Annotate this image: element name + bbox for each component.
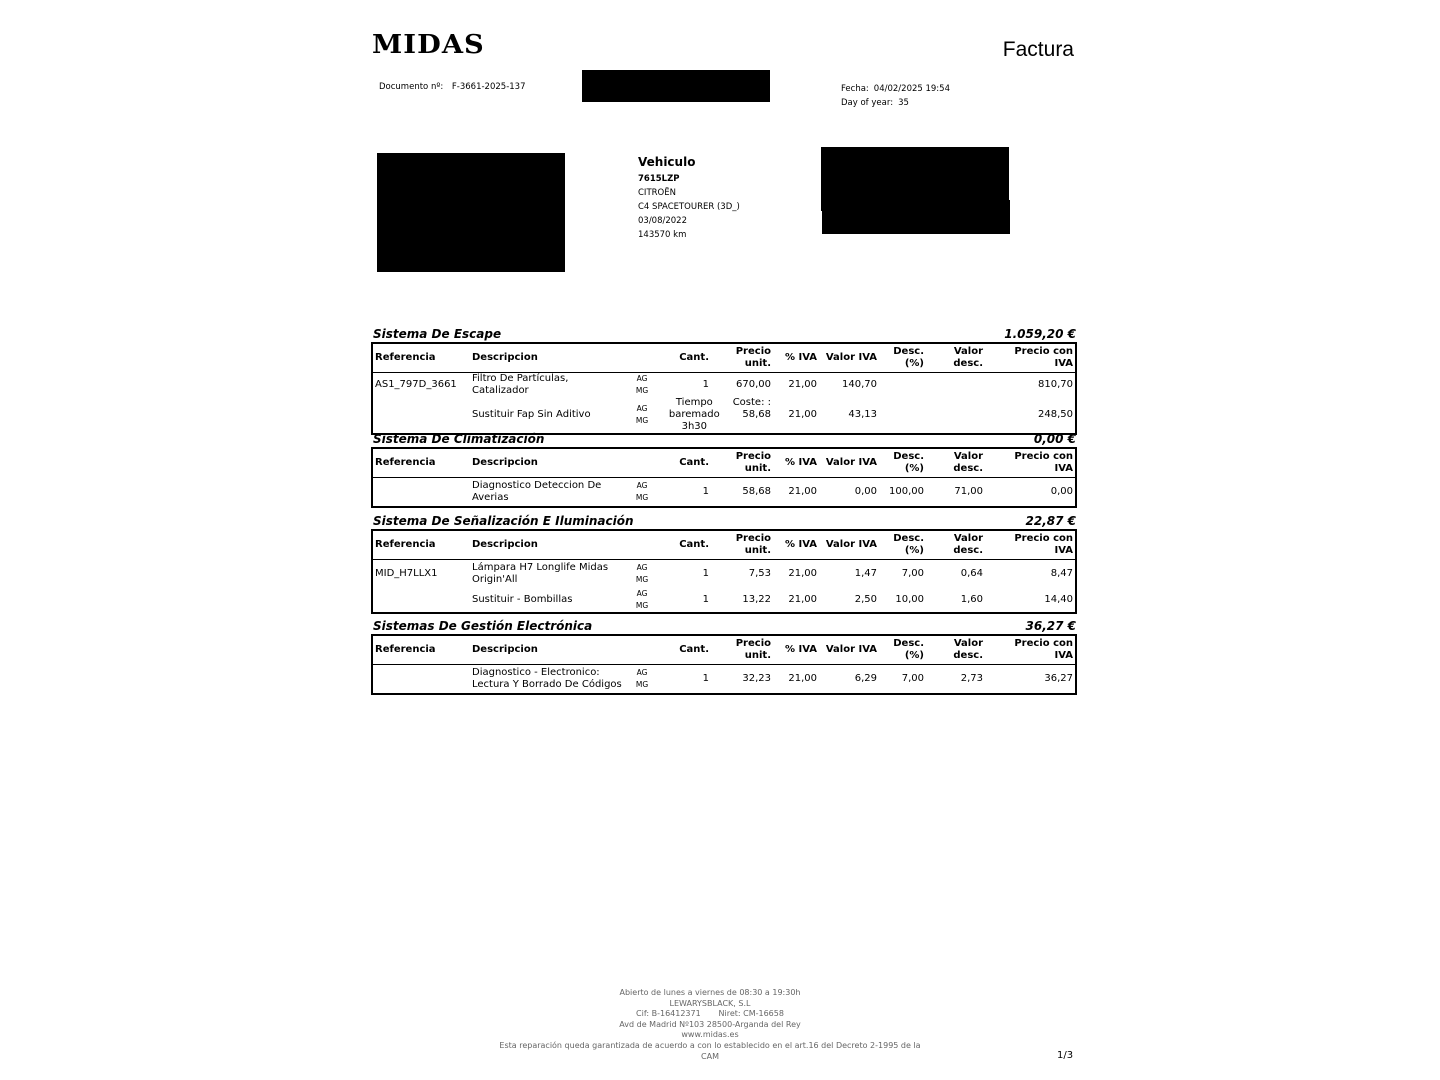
vehicle-model: C4 SPACETOURER (3D_) (638, 202, 740, 212)
cell-ag-mg: AG MG (635, 562, 649, 584)
invoice-date-block (841, 82, 950, 110)
col-header-descripcion: Descripcion (472, 644, 538, 655)
cell-total: 810,70 (1038, 379, 1073, 390)
cell-ag-mg: AG MG (635, 374, 649, 395)
col-header-valor-iva: Valor IVA (825, 644, 877, 655)
cell-iva: 21,00 (788, 379, 817, 390)
cell-referencia: MID_H7LLX1 (375, 567, 438, 579)
cell-valor-iva: 43,13 (848, 409, 877, 420)
cell-referencia (373, 665, 470, 693)
vehicle-brand: CITROËN (638, 188, 676, 198)
col-header-precio-iva: Precio con IVA (1014, 451, 1073, 474)
cell-precio: 7,53 (748, 567, 771, 579)
col-header-valor-iva: Valor IVA (825, 352, 877, 363)
col-header-valor-iva: Valor IVA (825, 539, 877, 550)
table-header-row (373, 636, 1075, 665)
cell-valor-iva: 2,50 (854, 593, 877, 605)
col-header-iva: % IVA (784, 644, 817, 655)
col-header-valor-iva: Valor IVA (825, 457, 877, 468)
cell-desc-pct: 10,00 (895, 593, 924, 605)
col-header-referencia: Referencia (375, 352, 436, 363)
day-of-year-label: Day of year: (841, 98, 894, 108)
col-header-precio: Precio unit. (735, 451, 771, 474)
cell-referencia (373, 588, 470, 612)
section-total: 0,00 € (1033, 432, 1076, 446)
cell-valor-desc: 0,64 (960, 567, 983, 579)
day-of-year-value: 35 (898, 98, 909, 108)
cell-iva: 21,00 (788, 409, 817, 420)
section-table (371, 447, 1077, 508)
cell-desc-pct: 7,00 (901, 672, 924, 684)
cell-tiempo: Tiempo baremado 3h30 (668, 397, 720, 432)
table-row (373, 665, 1075, 693)
redacted-block-customer (377, 153, 565, 272)
footer-website: www.midas.es (681, 1030, 739, 1040)
cell-valor-iva: 1,47 (854, 567, 877, 579)
document-number-label: Documento nº: (379, 82, 444, 92)
table-row (373, 373, 1075, 398)
cell-descripcion: Sustituir Fap Sin Aditivo (472, 409, 591, 420)
cell-iva: 21,00 (788, 485, 817, 497)
cell-coste: Coste: : 58,68 (732, 397, 771, 420)
table-row (373, 588, 1075, 612)
cell-desc-pct: 7,00 (901, 567, 924, 579)
section-header (373, 514, 1076, 529)
cell-ag-mg: AG MG (635, 588, 649, 610)
redacted-block-header (582, 70, 770, 102)
section-table (371, 342, 1077, 435)
table-header-row (373, 344, 1075, 373)
cell-valor-iva: 140,70 (842, 379, 877, 390)
table-header-row (373, 531, 1075, 560)
cell-valor-desc: 1,60 (960, 593, 983, 605)
col-header-cant: Cant. (679, 352, 709, 363)
cell-ag-mg: AG MG (635, 404, 649, 425)
col-header-precio-iva: Precio con IVA (1014, 638, 1073, 661)
cell-total: 36,27 (1044, 672, 1073, 684)
cell-cant: 1 (702, 485, 709, 497)
col-header-descripcion: Descripcion (472, 539, 538, 550)
col-header-desc-pct: Desc. (%) (893, 451, 924, 474)
cell-referencia (373, 397, 470, 433)
col-header-valor-desc: Valor desc. (953, 533, 983, 556)
cell-total: 8,47 (1050, 567, 1073, 579)
cell-iva: 21,00 (788, 567, 817, 579)
redacted-block-workshop-bottom (822, 200, 1010, 234)
vehicle-info (638, 155, 740, 242)
document-number-value: F-3661-2025-137 (451, 82, 526, 92)
cell-valor-desc: 2,73 (960, 672, 983, 684)
section-title: Sistemas De Gestión Electrónica (373, 619, 593, 633)
cell-iva: 21,00 (788, 593, 817, 605)
cell-valor-desc: 71,00 (954, 485, 983, 497)
section-header (373, 327, 1076, 342)
col-header-precio: Precio unit. (735, 533, 771, 556)
cell-cant: 1 (702, 593, 709, 605)
cell-iva: 21,00 (788, 672, 817, 684)
vehicle-plate: 7615LZP (638, 174, 680, 184)
col-header-iva: % IVA (784, 352, 817, 363)
col-header-precio-iva: Precio con IVA (1014, 346, 1073, 369)
cell-descripcion: Sustituir - Bombillas (472, 593, 573, 605)
table-header-row (373, 449, 1075, 478)
cell-total: 0,00 (1050, 485, 1073, 497)
footer-company: LEWARYSBLACK, S.L (669, 998, 751, 1008)
section-title: Sistema De Escape (373, 327, 502, 341)
section-table (371, 634, 1077, 695)
footer-info (495, 988, 925, 1062)
footer-address: Avd de Madrid Nº103 28500-Arganda del Rey (619, 1019, 801, 1029)
col-header-cant: Cant. (679, 539, 709, 550)
cell-referencia (373, 478, 470, 506)
cell-desc-pct (879, 397, 926, 433)
cell-descripcion: Filtro De Partículas, Catalizador (472, 373, 569, 396)
cell-desc-pct (879, 373, 926, 398)
cell-valor-iva: 6,29 (854, 672, 877, 684)
cell-precio: 670,00 (736, 379, 771, 390)
cell-valor-desc (926, 373, 985, 398)
col-header-cant: Cant. (679, 644, 709, 655)
footer-hours: Abierto de lunes a viernes de 08:30 a 19:30h (619, 988, 801, 997)
table-row (373, 560, 1075, 588)
document-type-title: Factura (1002, 38, 1074, 61)
section-total: 1.059,20 € (1004, 327, 1076, 341)
table-row (373, 478, 1075, 506)
cell-descripcion: Lámpara H7 Longlife Midas Origin'All (472, 561, 609, 585)
vehicle-date: 03/08/2022 (638, 216, 687, 226)
col-header-referencia: Referencia (375, 539, 436, 550)
cell-total: 14,40 (1044, 593, 1073, 605)
col-header-referencia: Referencia (375, 644, 436, 655)
col-header-desc-pct: Desc. (%) (893, 346, 924, 369)
cell-precio: 58,68 (742, 485, 771, 497)
vehicle-km: 143570 km (638, 230, 687, 240)
col-header-iva: % IVA (784, 539, 817, 550)
col-header-valor-desc: Valor desc. (953, 451, 983, 474)
section-total: 36,27 € (1025, 619, 1076, 633)
cell-referencia: AS1_797D_3661 (375, 379, 457, 390)
col-header-precio: Precio unit. (735, 346, 771, 369)
section-header (373, 432, 1076, 447)
cell-precio: 32,23 (742, 672, 771, 684)
col-header-precio: Precio unit. (735, 638, 771, 661)
cell-cant: 1 (702, 672, 709, 684)
cell-desc-pct: 100,00 (889, 485, 924, 497)
cell-descripcion: Diagnostico - Electronico: Lectura Y Borrado De Códigos (472, 666, 622, 690)
section-total: 22,87 € (1025, 514, 1076, 528)
col-header-referencia: Referencia (375, 457, 436, 468)
vehicle-title: Vehiculo (638, 155, 696, 169)
cell-cant-precio (654, 397, 773, 433)
footer-cif: Cif: B-16412371 Niret: CM-16658 (636, 1009, 784, 1019)
section-header (373, 619, 1076, 634)
page-number: 1/3 (1057, 1050, 1074, 1061)
midas-logo: MIDAS (372, 30, 485, 60)
fecha-label: Fecha: (841, 84, 869, 94)
col-header-descripcion: Descripcion (472, 352, 538, 363)
col-header-valor-desc: Valor desc. (953, 638, 983, 661)
cell-ag-mg: AG MG (635, 667, 649, 689)
col-header-desc-pct: Desc. (%) (893, 638, 924, 661)
cell-precio: 13,22 (742, 593, 771, 605)
cell-total: 248,50 (1038, 409, 1073, 420)
col-header-cant: Cant. (679, 457, 709, 468)
fecha-value: 04/02/2025 19:54 (873, 84, 950, 94)
cell-cant: 1 (702, 379, 709, 390)
cell-ag-mg: AG MG (635, 480, 649, 502)
col-header-iva: % IVA (784, 457, 817, 468)
table-row (373, 397, 1075, 433)
cell-cant: 1 (702, 567, 709, 579)
cell-valor-iva: 0,00 (854, 485, 877, 497)
section-title: Sistema De Señalización E Iluminación (373, 514, 634, 528)
cell-descripcion: Diagnostico Deteccion De Averias (472, 479, 602, 503)
cell-valor-desc (926, 397, 985, 433)
col-header-valor-desc: Valor desc. (953, 346, 983, 369)
col-header-desc-pct: Desc. (%) (893, 533, 924, 556)
col-header-precio-iva: Precio con IVA (1014, 533, 1073, 556)
footer-warranty: Esta reparación queda garantizada de acuerdo a con lo establecido en el art.16 del Decreto 2-1995 de la CAM (499, 1040, 921, 1061)
document-number (379, 82, 525, 92)
col-header-descripcion: Descripcion (472, 457, 538, 468)
section-title: Sistema De Climatización (373, 432, 545, 446)
section-table (371, 529, 1077, 614)
